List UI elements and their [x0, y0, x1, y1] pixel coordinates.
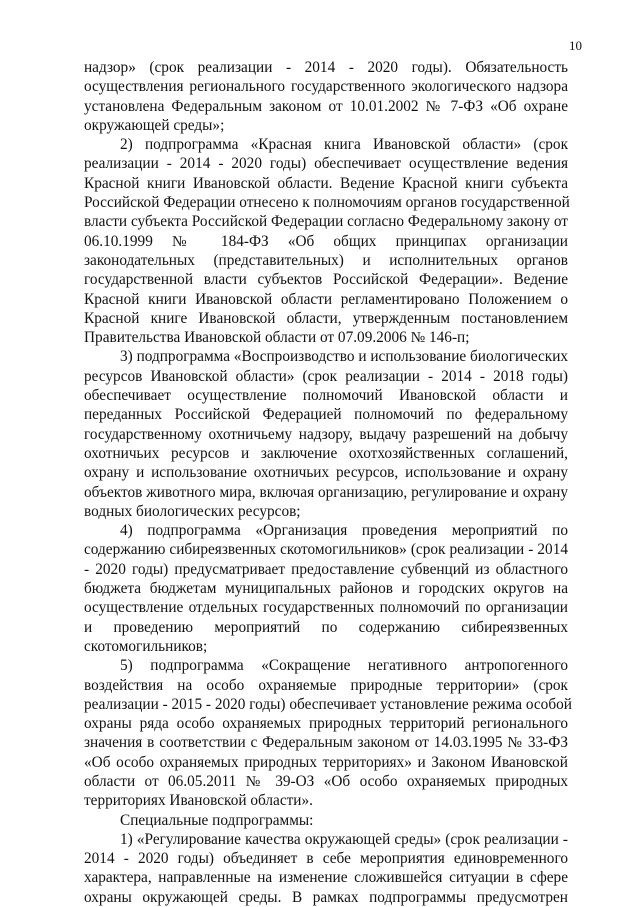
text-line: Российской Федерации отнесено к полномочиям органов государственной [84, 194, 570, 212]
text-line: 2014 - 2020 годы) объединяет в себе мероприятия единовременного [84, 850, 568, 868]
text-line: территориях Ивановской области». [84, 792, 313, 810]
text-line: и проведению мероприятий по содержанию сибиреязвенных [84, 618, 568, 636]
text-line: Специальные подпрограммы: [120, 811, 314, 829]
document-body [84, 58, 572, 907]
text-line: характера, направленные на изменение сложившейся ситуации в сфере [84, 869, 568, 887]
text-line: охрану и использование охотничьих ресурсов, использование и охрану [84, 464, 568, 482]
text-line: власти субъекта Российской Федерации согласно Федеральному закону от [84, 213, 568, 231]
text-line: воздействия на особо охраняемые природные территории» (срок [84, 676, 568, 694]
text-line: 4) подпрограмма «Организация проведения мероприятий по [120, 522, 568, 540]
text-line: 5) подпрограмма «Сокращение негативного антропогенного [120, 657, 568, 675]
text-line: содержанию сибиреязвенных скотомогильников» (срок реализации - 2014 [84, 541, 568, 559]
text-line: окружающей среды»; [84, 116, 225, 134]
text-line: 1) «Регулирование качества окружающей среды» (срок реализации - [120, 830, 568, 848]
text-line: реализации - 2015 - 2020 годы) обеспечивает установление режима особой [84, 695, 572, 713]
text-line: осуществление отдельных государственных полномочий по организации [84, 599, 568, 617]
text-line: Правительства Ивановской области от 07.09.2006 № 146-п; [84, 329, 470, 347]
text-line: охраны ряда особо охраняемых природных территорий регионального [84, 715, 568, 733]
text-line: надзор» (срок реализации - 2014 - 2020 годы). Обязательность [84, 59, 568, 76]
text-line: - 2020 годы) предусматривает предоставление субвенций из областного [84, 560, 568, 578]
text-line: значения в соответствии с Федеральным законом от 14.03.1995 № 33-ФЗ [84, 734, 568, 752]
text-line: Красной книги Ивановской области. Ведение Красной книги субъекта [84, 174, 568, 192]
text-line: Красной книги Ивановской области регламентировано Положением о [84, 290, 568, 308]
text-line: обеспечивает осуществление полномочий Ивановской области и [84, 387, 568, 405]
text-line: 3) подпрограмма «Воспроизводство и использование биологических [120, 348, 569, 366]
page-number: 10 [569, 38, 582, 53]
text-line: государственному охотничьему надзору, выдачу разрешений на добычу [84, 425, 568, 443]
text-line: государственной власти субъектов Российской Федерации». Ведение [84, 271, 568, 289]
text-line: бюджета бюджетам муниципальных районов и городских округов на [84, 580, 568, 598]
text-line: законодательных (представительных) и исполнительных органов [84, 251, 568, 269]
text-line: водных биологических ресурсов; [84, 502, 301, 520]
text-line: охотничьих ресурсов и заключение охотхозяйственных соглашений, [84, 444, 568, 462]
text-line: переданных Российской Федерацией полномочий по федеральному [84, 406, 568, 424]
text-line: объектов животного мира, включая организацию, регулирование и охрану [84, 483, 568, 501]
text-line: Красной книге Ивановской области, утвержденным постановлением [84, 309, 568, 327]
text-line: скотомогильников; [84, 637, 208, 655]
text-line: области от 06.05.2011 № 39-ОЗ «Об особо охраняемых природных [84, 772, 568, 790]
text-line: реализации - 2014 - 2020 годы) обеспечивает осуществление ведения [84, 155, 568, 173]
text-line: «Об особо охраняемых природных территориях» и Законом Ивановской [84, 753, 568, 771]
text-line: установлена Федеральным законом от 10.01.2002 № 7-ФЗ «Об охране [84, 97, 568, 115]
text-line: осуществления регионального государственного экологического надзора [84, 78, 568, 96]
text-line: 2) подпрограмма «Красная книга Ивановской области» (срок [120, 136, 568, 154]
text-line: 06.10.1999 № 184-ФЗ «Об общих принципах организации [84, 232, 568, 250]
text-line: ресурсов Ивановской области» (срок реализации - 2014 - 2018 годы) [84, 367, 568, 385]
text-line: охраны окружающей среды. В рамках подпрограммы предусмотрен [84, 888, 568, 906]
